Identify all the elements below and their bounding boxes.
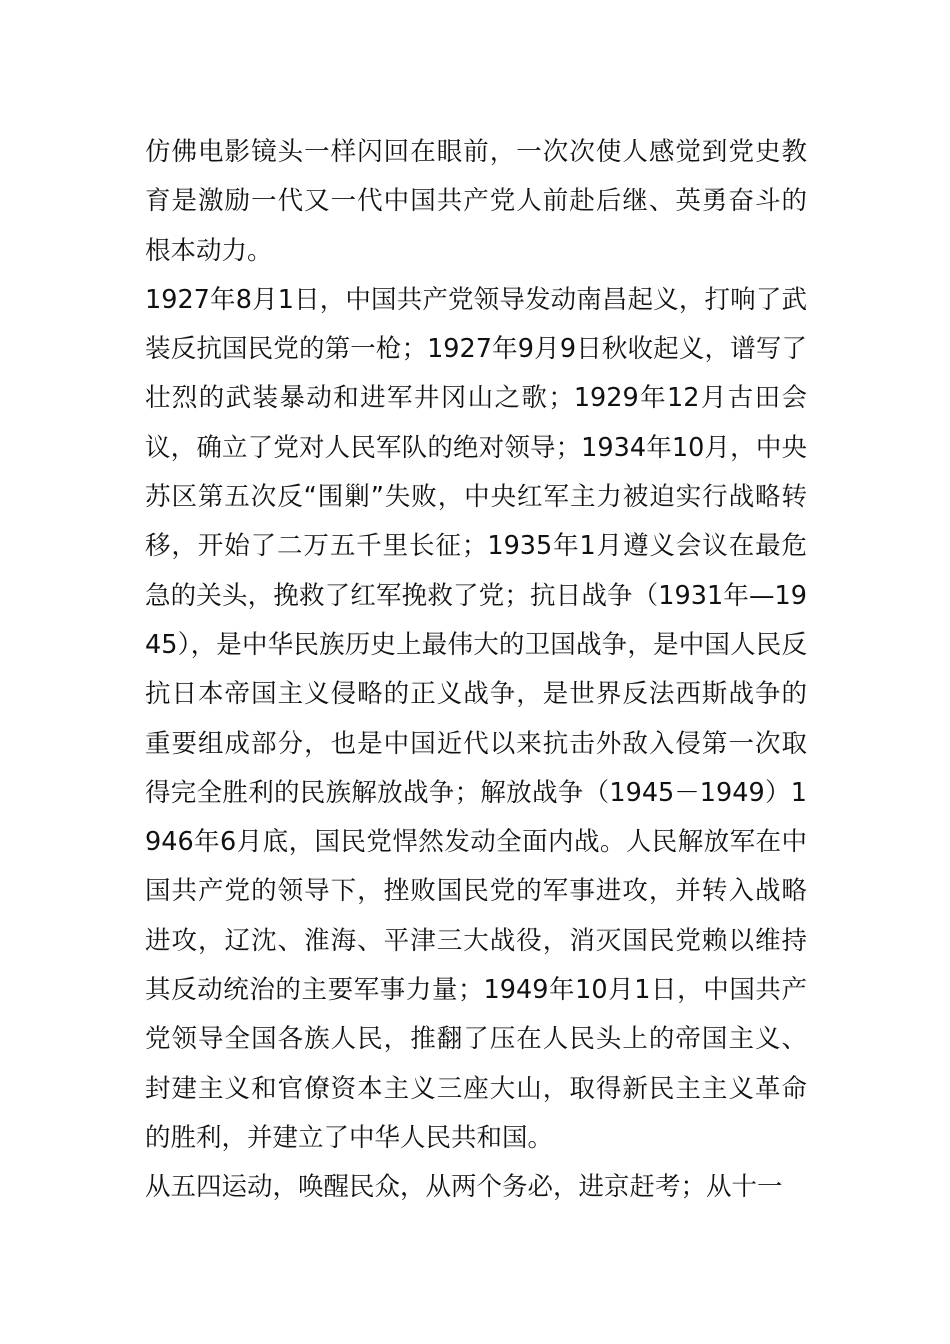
paragraph-1: 仿佛电影镜头一样闪回在眼前，一次次使人感觉到党史教育是激励一代又一代中国共产党人前赴后继、英勇奋斗的根本动力。 — [145, 137, 807, 266]
paragraph-3: 从五四运动，唤醒民众，从两个务必，进京赶考；从十一 — [145, 1172, 783, 1203]
document-body — [145, 128, 807, 1213]
paragraph-2: 1927年8月1日，中国共产党领导发动南昌起义，打响了武装反抗国民党的第一枪；1927年9月9日秋收起义，谱写了壮烈的武装暴动和进军井冈山之歌；1929年12月古田会议，确立了党对人民军队的绝对领导；1934年10月，中央苏区第五次反“围剿”失败，中央红军主力被迫实行战略转移，开始了二万五千里长征；1935年1月遵义会议在最危急的关头，挽救了红军挽救了党；抗日战争（1931年—1945），是中华民族历史上最伟大的卫国战争，是中国人民反抗日本帝国主义侵略的正义战争，是世界反法西斯战争的重要组成部分，也是中国近代以来抗击外敌入侵第一次取得完全胜利的民族解放战争；解放战争（1945－1949）1946年6月底，国民党悍然发动全面内战。人民解放军在中国共产党的领导下，挫败国民党的军事进攻，并转入战略进攻，辽沈、淮海、平津三大战役，消灭国民党赖以维持其反动统治的主要军事力量；1949年10月1日，中国共产党领导全国各族人民，推翻了压在人民头上的帝国主义、封建主义和官僚资本主义三座大山，取得新民主主义革命的胜利，并建立了中华人民共和国。 — [145, 284, 807, 1153]
